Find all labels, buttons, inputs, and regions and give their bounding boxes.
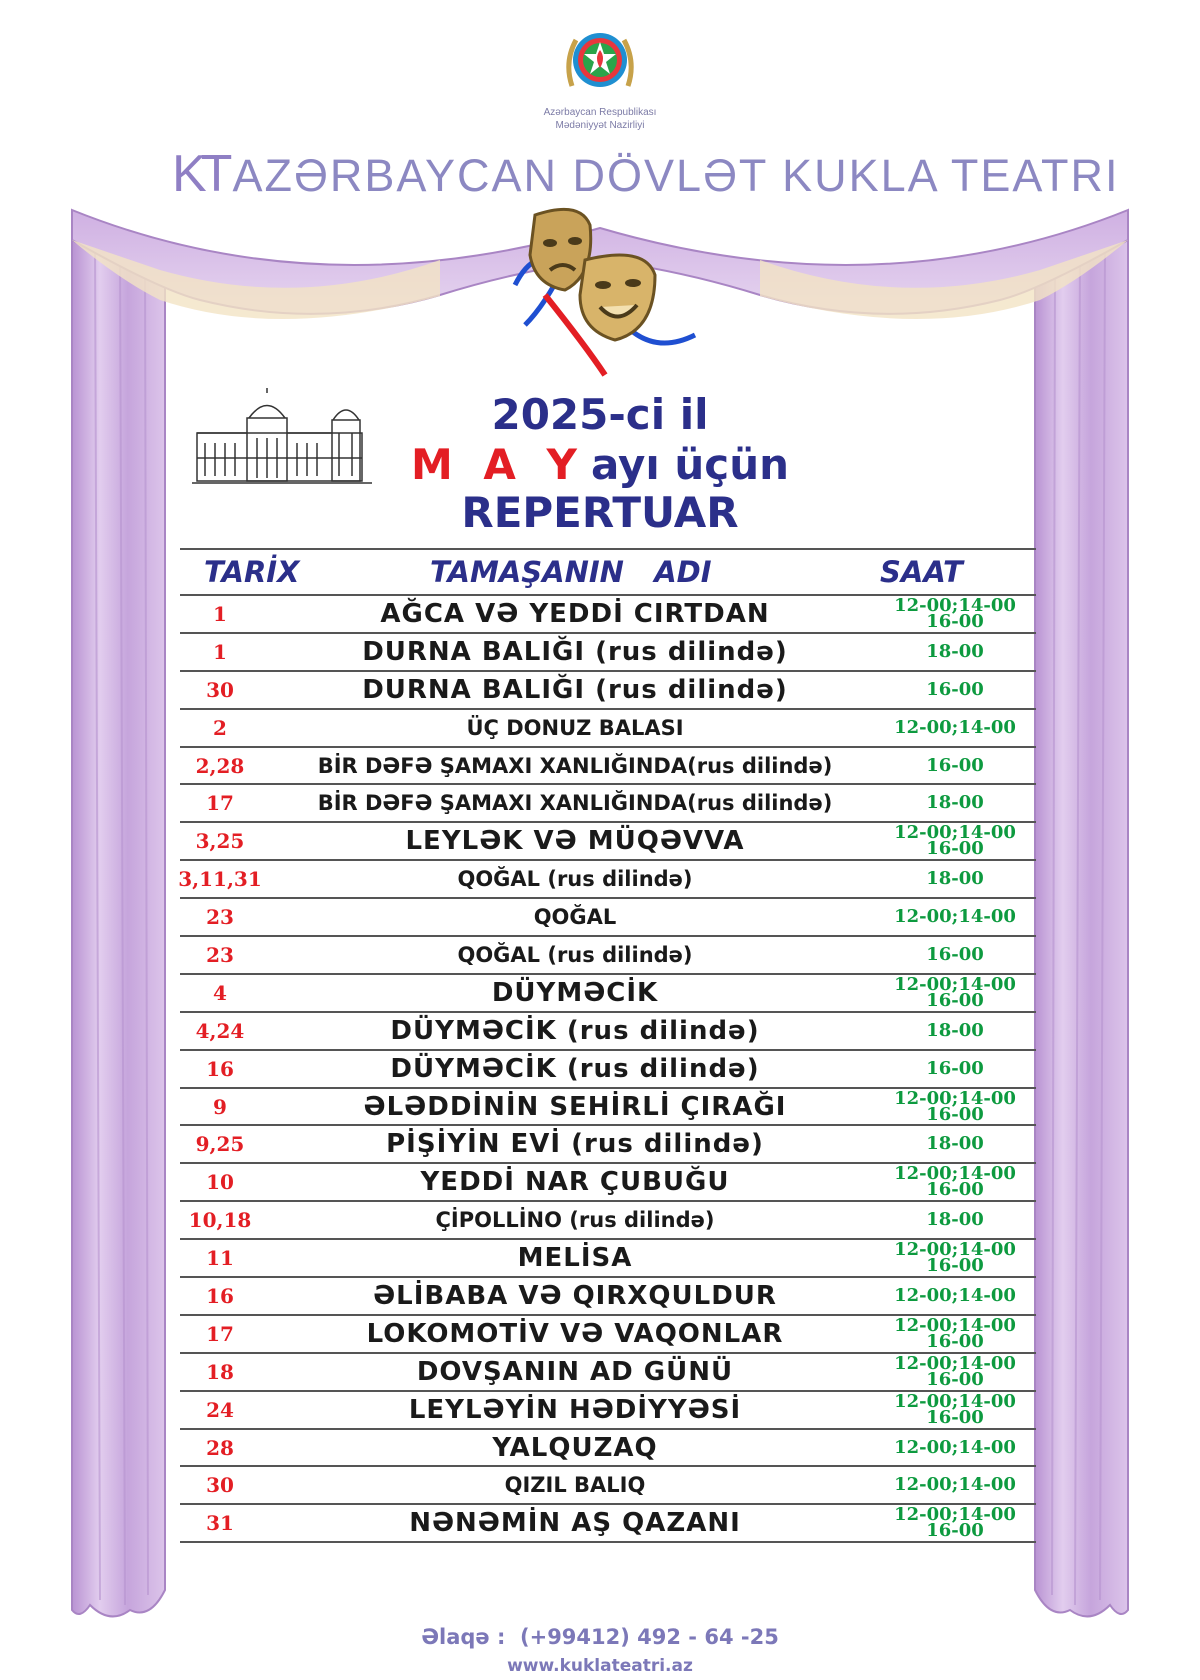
row-time bbox=[870, 899, 1040, 935]
table-row bbox=[180, 937, 1036, 975]
table-row bbox=[180, 710, 1036, 748]
row-time bbox=[870, 634, 1040, 670]
row-time-primary: 12-00;14-00 bbox=[894, 1474, 1016, 1496]
table-row bbox=[180, 1316, 1036, 1354]
row-time-primary: 12-00;14-00 bbox=[894, 1284, 1016, 1306]
row-title: QIZIL BALIQ bbox=[504, 1473, 646, 1498]
row-title: ÇİPOLLİNO (rus dilində) bbox=[435, 1208, 715, 1233]
table-row bbox=[180, 672, 1036, 710]
row-time-primary: 16-00 bbox=[926, 1057, 984, 1079]
heading-repertuar: REPERTUAR bbox=[461, 488, 739, 537]
month-name: M A Y bbox=[410, 440, 585, 489]
row-title: BİR DƏFƏ ŞAMAXI XANLIĞINDA(rus dilində) bbox=[317, 791, 833, 816]
row-title: LOKOMOTİV VƏ VAQONLAR bbox=[366, 1318, 784, 1349]
row-title: NƏNƏMİN AŞ QAZANI bbox=[409, 1508, 741, 1539]
table-row bbox=[180, 596, 1036, 634]
row-time bbox=[870, 1126, 1040, 1162]
table-row bbox=[180, 1202, 1036, 1240]
row-date: 9 bbox=[213, 1094, 227, 1119]
table-row bbox=[180, 634, 1036, 672]
row-time bbox=[870, 1467, 1040, 1503]
row-time-primary: 18-00 bbox=[926, 640, 984, 662]
row-date: 18 bbox=[206, 1359, 234, 1384]
row-time-primary: 12-00;14-00 bbox=[894, 822, 1016, 844]
website-link[interactable]: www.kuklateatri.az bbox=[507, 1656, 693, 1676]
table-row bbox=[180, 1354, 1036, 1392]
row-time-primary: 18-00 bbox=[926, 1209, 984, 1231]
row-time-secondary: 16-00 bbox=[926, 989, 984, 1011]
ministry-label bbox=[450, 106, 750, 132]
row-title: YALQUZAQ bbox=[492, 1432, 658, 1463]
row-time-primary: 18-00 bbox=[926, 1133, 984, 1155]
row-title: LEYLƏK VƏ MÜQƏVVA bbox=[405, 826, 745, 857]
row-time bbox=[870, 596, 1040, 632]
col-time-header: SAAT bbox=[880, 555, 963, 589]
row-time-primary: 12-00;14-00 bbox=[894, 1504, 1016, 1526]
row-time-primary: 12-00;14-00 bbox=[894, 594, 1016, 616]
row-time-primary: 12-00;14-00 bbox=[894, 716, 1016, 738]
table-row bbox=[180, 785, 1036, 823]
table-row bbox=[180, 748, 1036, 786]
row-time-primary: 18-00 bbox=[926, 868, 984, 890]
row-title: MELİSA bbox=[517, 1243, 633, 1274]
row-date: 31 bbox=[206, 1511, 234, 1536]
row-time-secondary: 16-00 bbox=[926, 610, 984, 632]
row-date: 16 bbox=[206, 1056, 234, 1081]
ministry-line-1: Azərbaycan Respublikası bbox=[543, 107, 657, 118]
row-time bbox=[870, 1164, 1040, 1200]
table-row bbox=[180, 1278, 1036, 1316]
table-row bbox=[180, 1430, 1036, 1468]
row-title: ƏLİBABA VƏ QIRXQULDUR bbox=[373, 1280, 777, 1311]
repertoire-table bbox=[180, 548, 1036, 1543]
row-time bbox=[870, 937, 1040, 973]
row-time-primary: 12-00;14-00 bbox=[894, 1239, 1016, 1261]
row-date: 10,18 bbox=[188, 1208, 252, 1233]
row-time bbox=[870, 1316, 1040, 1352]
table-row bbox=[180, 899, 1036, 937]
row-title: AĞCA VƏ YEDDİ CIRTDAN bbox=[380, 598, 770, 629]
row-time-primary: 12-00;14-00 bbox=[894, 1436, 1016, 1458]
heading-month bbox=[380, 440, 820, 490]
row-time-secondary: 16-00 bbox=[926, 1520, 984, 1542]
row-date: 17 bbox=[206, 1321, 234, 1346]
table-row bbox=[180, 1089, 1036, 1127]
table-header bbox=[180, 548, 1036, 596]
table-row bbox=[180, 861, 1036, 899]
row-date: 16 bbox=[206, 1283, 234, 1308]
row-title: QOĞAL (rus dilində) bbox=[457, 867, 693, 892]
row-time-primary: 12-00;14-00 bbox=[894, 973, 1016, 995]
theatre-masks-icon bbox=[505, 205, 705, 380]
row-time bbox=[870, 710, 1040, 746]
heading-year: 2025-ci il bbox=[491, 390, 709, 439]
theatre-name: AZƏRBAYCAN DÖVLƏT KUKLA TEATRI bbox=[232, 150, 1120, 201]
row-title: YEDDİ NAR ÇUBUĞU bbox=[420, 1167, 730, 1198]
row-date: 3,25 bbox=[195, 829, 245, 854]
row-time-secondary: 16-00 bbox=[926, 838, 984, 860]
row-time bbox=[870, 785, 1040, 821]
row-time-secondary: 16-00 bbox=[926, 1255, 984, 1277]
row-time bbox=[870, 975, 1040, 1011]
row-title: LEYLƏYİN HƏDİYYƏSİ bbox=[408, 1394, 742, 1425]
row-title: PİŞİYİN EVİ (rus dilində) bbox=[386, 1129, 764, 1160]
row-date: 24 bbox=[206, 1397, 234, 1422]
row-date: 4,24 bbox=[195, 1018, 245, 1043]
theatre-logo-mark: KT bbox=[172, 145, 227, 203]
row-time bbox=[870, 672, 1040, 708]
row-time bbox=[870, 1051, 1040, 1087]
row-time-primary: 16-00 bbox=[926, 678, 984, 700]
row-title: DÜYMƏCİK bbox=[491, 977, 659, 1008]
row-date: 3,11,31 bbox=[178, 867, 262, 892]
row-time bbox=[870, 1430, 1040, 1466]
row-title: DÜYMƏCİK (rus dilində) bbox=[390, 1015, 760, 1046]
row-time-secondary: 16-00 bbox=[926, 1330, 984, 1352]
row-time bbox=[870, 1013, 1040, 1049]
row-time bbox=[870, 1089, 1040, 1125]
table-body bbox=[180, 596, 1036, 1543]
contact-phone: Əlaqə : (+99412) 492 - 64 -25 bbox=[421, 1625, 779, 1649]
table-row bbox=[180, 1392, 1036, 1430]
row-time-primary: 12-00;14-00 bbox=[894, 1352, 1016, 1374]
row-title: QOĞAL bbox=[533, 905, 617, 930]
row-time-primary: 12-00;14-00 bbox=[894, 1163, 1016, 1185]
row-time-secondary: 16-00 bbox=[926, 1368, 984, 1390]
row-time-primary: 18-00 bbox=[926, 792, 984, 814]
month-suffix: ayı üçün bbox=[590, 440, 789, 489]
row-time-secondary: 16-00 bbox=[926, 1179, 984, 1201]
row-date: 1 bbox=[213, 601, 227, 626]
row-time-primary: 18-00 bbox=[926, 1019, 984, 1041]
row-title: ÜÇ DONUZ BALASI bbox=[466, 715, 684, 740]
row-time-secondary: 16-00 bbox=[926, 1103, 984, 1125]
row-title: DURNA BALIĞI (rus dilində) bbox=[362, 636, 788, 667]
col-date-header: TARİX bbox=[204, 555, 300, 589]
row-time-primary: 12-00;14-00 bbox=[894, 906, 1016, 928]
row-time bbox=[870, 861, 1040, 897]
row-title: ƏLƏDDİNİN SEHİRLİ ÇIRAĞI bbox=[363, 1091, 787, 1122]
row-date: 28 bbox=[206, 1435, 234, 1460]
row-date: 30 bbox=[206, 677, 234, 702]
table-row bbox=[180, 975, 1036, 1013]
row-date: 2 bbox=[213, 715, 227, 740]
row-date: 11 bbox=[206, 1246, 234, 1271]
row-time-primary: 16-00 bbox=[926, 943, 984, 965]
row-time-secondary: 16-00 bbox=[926, 1406, 984, 1428]
col-title-header: TAMAŞANIN ADI bbox=[430, 555, 712, 589]
table-row bbox=[180, 1164, 1036, 1202]
row-date: 30 bbox=[206, 1473, 234, 1498]
row-title: QOĞAL (rus dilində) bbox=[457, 942, 693, 967]
row-date: 17 bbox=[206, 791, 234, 816]
row-date: 2,28 bbox=[195, 753, 245, 778]
table-row bbox=[180, 823, 1036, 861]
state-emblem-icon bbox=[562, 24, 638, 100]
row-time bbox=[870, 1354, 1040, 1390]
theatre-title bbox=[172, 144, 1120, 204]
row-date: 4 bbox=[213, 980, 227, 1005]
table-row bbox=[180, 1126, 1036, 1164]
row-title: DOVŞANIN AD GÜNÜ bbox=[416, 1356, 734, 1387]
row-time bbox=[870, 823, 1040, 859]
row-time bbox=[870, 748, 1040, 784]
table-row bbox=[180, 1467, 1036, 1505]
row-time bbox=[870, 1240, 1040, 1276]
row-time-primary: 12-00;14-00 bbox=[894, 1314, 1016, 1336]
row-time bbox=[870, 1202, 1040, 1238]
row-title: DÜYMƏCİK (rus dilində) bbox=[390, 1053, 760, 1084]
ministry-line-2: Mədəniyyət Nazirliyi bbox=[555, 120, 645, 131]
row-date: 23 bbox=[206, 942, 234, 967]
row-time-primary: 12-00;14-00 bbox=[894, 1390, 1016, 1412]
row-time bbox=[870, 1278, 1040, 1314]
row-date: 10 bbox=[206, 1170, 234, 1195]
row-date: 23 bbox=[206, 905, 234, 930]
row-date: 1 bbox=[213, 639, 227, 664]
table-row bbox=[180, 1013, 1036, 1051]
row-time bbox=[870, 1505, 1040, 1541]
row-time-primary: 16-00 bbox=[926, 754, 984, 776]
table-row bbox=[180, 1505, 1036, 1543]
row-time-primary: 12-00;14-00 bbox=[894, 1087, 1016, 1109]
row-title: DURNA BALIĞI (rus dilində) bbox=[362, 674, 788, 705]
table-row bbox=[180, 1240, 1036, 1278]
theatre-building-icon bbox=[187, 388, 377, 488]
row-time bbox=[870, 1392, 1040, 1428]
row-title: BİR DƏFƏ ŞAMAXI XANLIĞINDA(rus dilində) bbox=[317, 753, 833, 778]
table-row bbox=[180, 1051, 1036, 1089]
row-date: 9,25 bbox=[195, 1132, 245, 1157]
